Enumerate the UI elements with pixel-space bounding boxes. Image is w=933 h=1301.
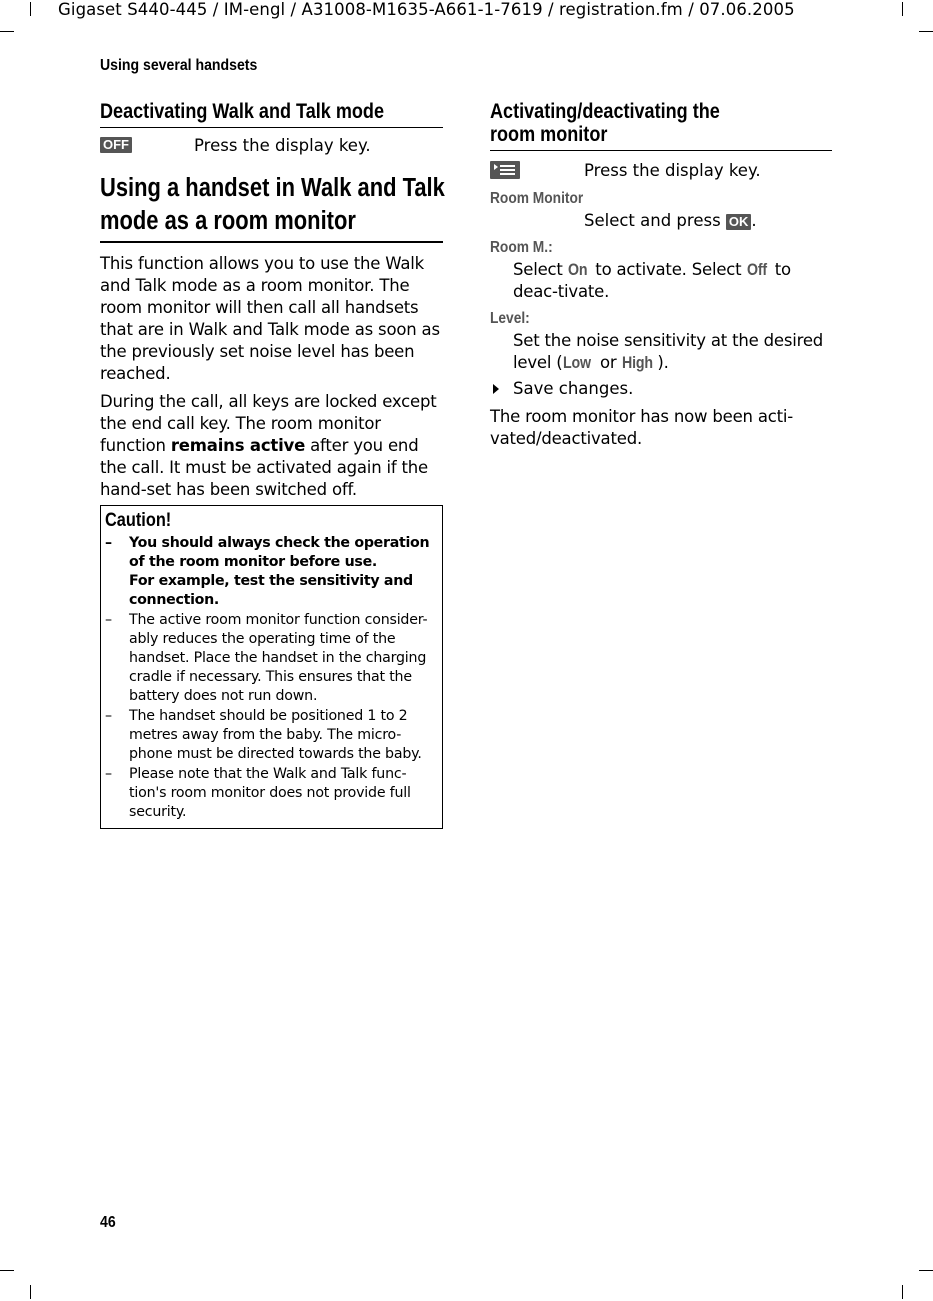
crop-mark xyxy=(30,1285,31,1299)
caution-title: Caution! xyxy=(105,510,172,531)
caution-item: – The handset should be positioned 1 to 2 metres away from the baby. The micro-phone must be directed towards the baby. xyxy=(105,708,422,762)
menu-label-room-m: Room M.: xyxy=(490,239,553,256)
menu-label-room-monitor: Room Monitor xyxy=(490,190,584,207)
key-description: Press the display key. xyxy=(584,161,761,180)
page-number: 46 xyxy=(100,1214,116,1231)
paragraph: The room monitor has now been acti-vated/deactivated. xyxy=(490,407,794,448)
caution-item: – The active room monitor function consider-ably reduces the operating time of the handset. Place the handset in the charging cradle if necessary. This ensures that the battery does not run down. xyxy=(105,612,428,704)
crop-mark xyxy=(919,31,933,32)
paragraph: During the call, all keys are locked except the end call key. The room monitor function remains active after you end the call. It must be activated again if the hand-set has been switched off. xyxy=(100,392,437,499)
option-low: Low xyxy=(562,354,591,372)
caution-item: – Please note that the Walk and Talk func-tion's room monitor does not provide full security. xyxy=(105,766,411,820)
key-row-off xyxy=(100,134,443,157)
emphasis-remains-active: remains active xyxy=(170,436,306,455)
instruction: Select On to activate. Select Off to deac-tivate. xyxy=(513,260,791,301)
crop-mark xyxy=(902,1285,903,1299)
document-meta: Gigaset S440-445 / IM-engl / A31008-M1635-A661-1-7619 / registration.fm / 07.06.2005 xyxy=(58,0,795,19)
caution-item: – You should always check the operation of the room monitor before use. For example, test the sensitivity and connection. xyxy=(105,535,430,608)
left-column xyxy=(100,100,443,829)
option-high: High xyxy=(621,354,653,372)
menu-icon xyxy=(490,161,520,179)
option-off: Off xyxy=(746,261,767,279)
instruction: Set the noise sensitivity at the desired level (Low or High ). xyxy=(513,331,824,372)
option-on: On xyxy=(567,261,588,279)
paragraph: This function allows you to use the Walk and Talk mode as a room monitor. The room monitor will then call all handsets that are in Walk and Talk mode as soon as the previously set noise level has been reached. xyxy=(100,254,440,383)
menu-label-level: Level: xyxy=(490,310,530,327)
crop-mark xyxy=(0,1270,14,1271)
ok-key-icon: OK xyxy=(726,214,752,230)
section-heading-room-monitor: Using a handset in Walk and Talk mode as a room monitor xyxy=(100,172,443,243)
key-description: Press the display key. xyxy=(194,136,371,155)
running-head: Using several handsets xyxy=(100,57,258,74)
right-column xyxy=(490,100,832,450)
crop-mark xyxy=(0,31,14,32)
key-row-menu xyxy=(490,159,832,182)
crop-mark xyxy=(919,1270,933,1271)
arrow-right-icon xyxy=(493,384,499,394)
crop-mark xyxy=(30,2,31,16)
caution-box xyxy=(100,505,443,829)
section-heading-deactivate: Deactivating Walk and Talk mode xyxy=(100,100,443,128)
save-step: Save changes. xyxy=(490,378,832,400)
off-key-icon: OFF xyxy=(100,137,132,153)
crop-mark xyxy=(902,2,903,16)
instruction: Select and press OK . xyxy=(584,211,757,230)
section-heading-activate-monitor: Activating/deactivating the room monitor xyxy=(490,100,832,151)
